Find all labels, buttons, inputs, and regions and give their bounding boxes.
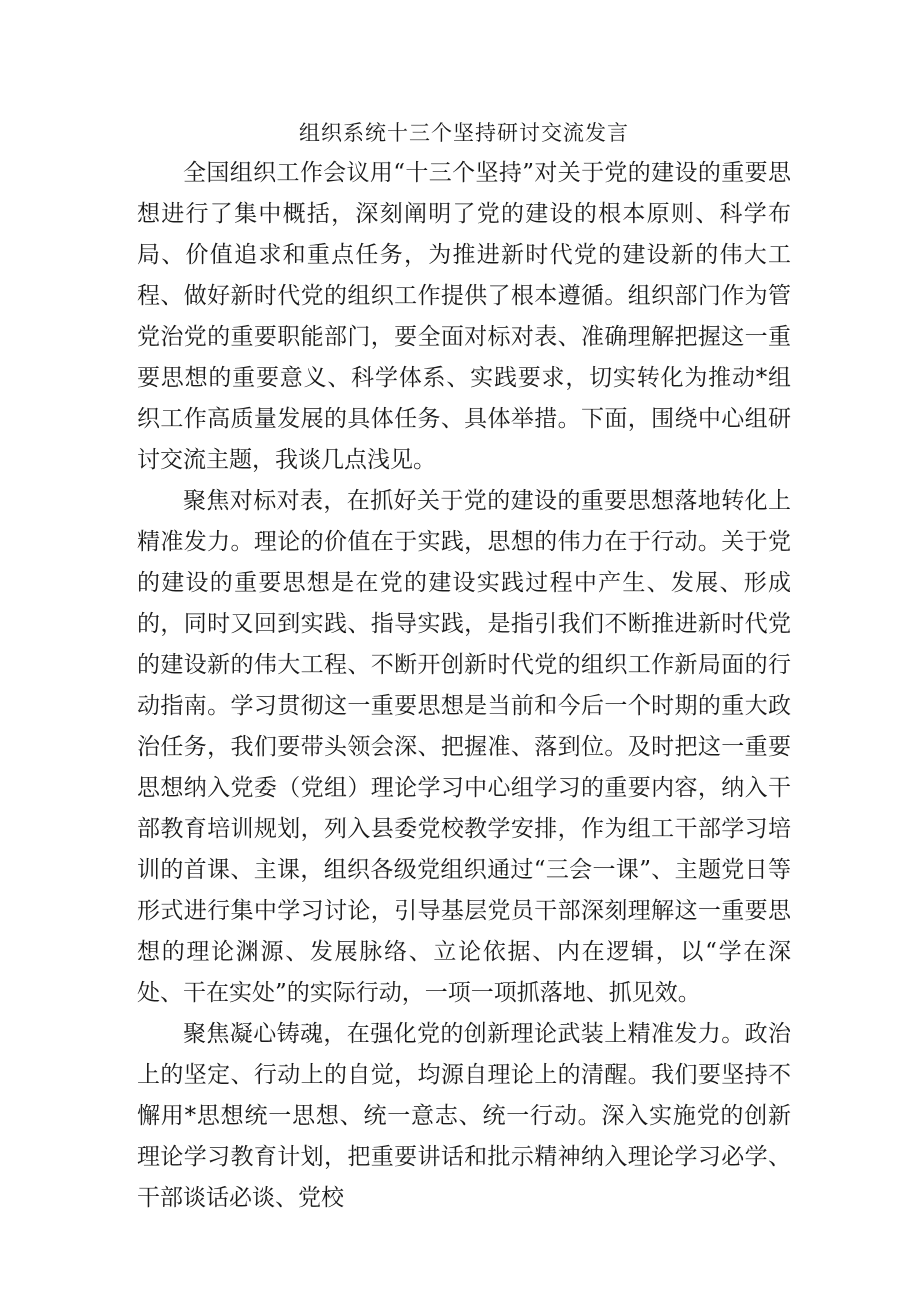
paragraph-intro: 全国组织工作会议用“十三个坚持”对关于党的建设的重要思想进行了集中概括，深刻阐明了党的建设的根本原则、科学布局、价值追求和重点任务，为推进新时代党的建设新的伟大工程、做好新时代党的组织工作提供了根本遵循。组织部门作为管党治党的重要职能部门，要全面对标对表、准确理解把握这一重要思想的重要意义、科学体系、实践要求，切实转化为推动*组织工作高质量发展的具体任务、具体举措。下面，围绕中心组研讨交流主题，我谈几点浅见。 [137,160,791,473]
paragraph-benchmark: 聚焦对标对表，在抓好关于党的建设的重要思想落地转化上精准发力。理论的价值在于实践，思想的伟力在于行动。关于党的建设的重要思想是在党的建设实践过程中产生、发展、形成的，同时又回到实践、指导实践，是指引我们不断推进新时代党的建设新的伟大工程、不断开创新时代党的组织工作新局面的行动指南。学习贯彻这一重要思想是当前和今后一个时期的重大政治任务，我们要带头领会深、把握准、落到位。及时把这一重要思想纳入党委（党组）理论学习中心组学习的重要内容，纳入干部教育培训规划，列入县委党校教学安排，作为组工干部学习培训的首课、主课，组织各级党组织通过“三会一课”、主题党日等形式进行集中学习讨论，引导基层党员干部深刻理解这一重要思想的理论渊源、发展脉络、立论依据、内在逻辑，以“学在深处、干在实处”的实际行动，一项一项抓落地、抓见效。 [137,488,791,1006]
document-title: 组织系统十三个坚持研讨交流发言 [299,121,629,145]
paragraph-theory: 聚焦凝心铸魂，在强化党的创新理论武装上精准发力。政治上的坚定、行动上的自觉，均源自理论上的清醒。我们要坚持不懈用*思想统一思想、统一意志、统一行动。深入实施党的创新理论学习教育计划，把重要讲话和批示精神纳入理论学习必学、干部谈话必谈、党校 [137,1021,791,1211]
document-page [137,113,791,1219]
